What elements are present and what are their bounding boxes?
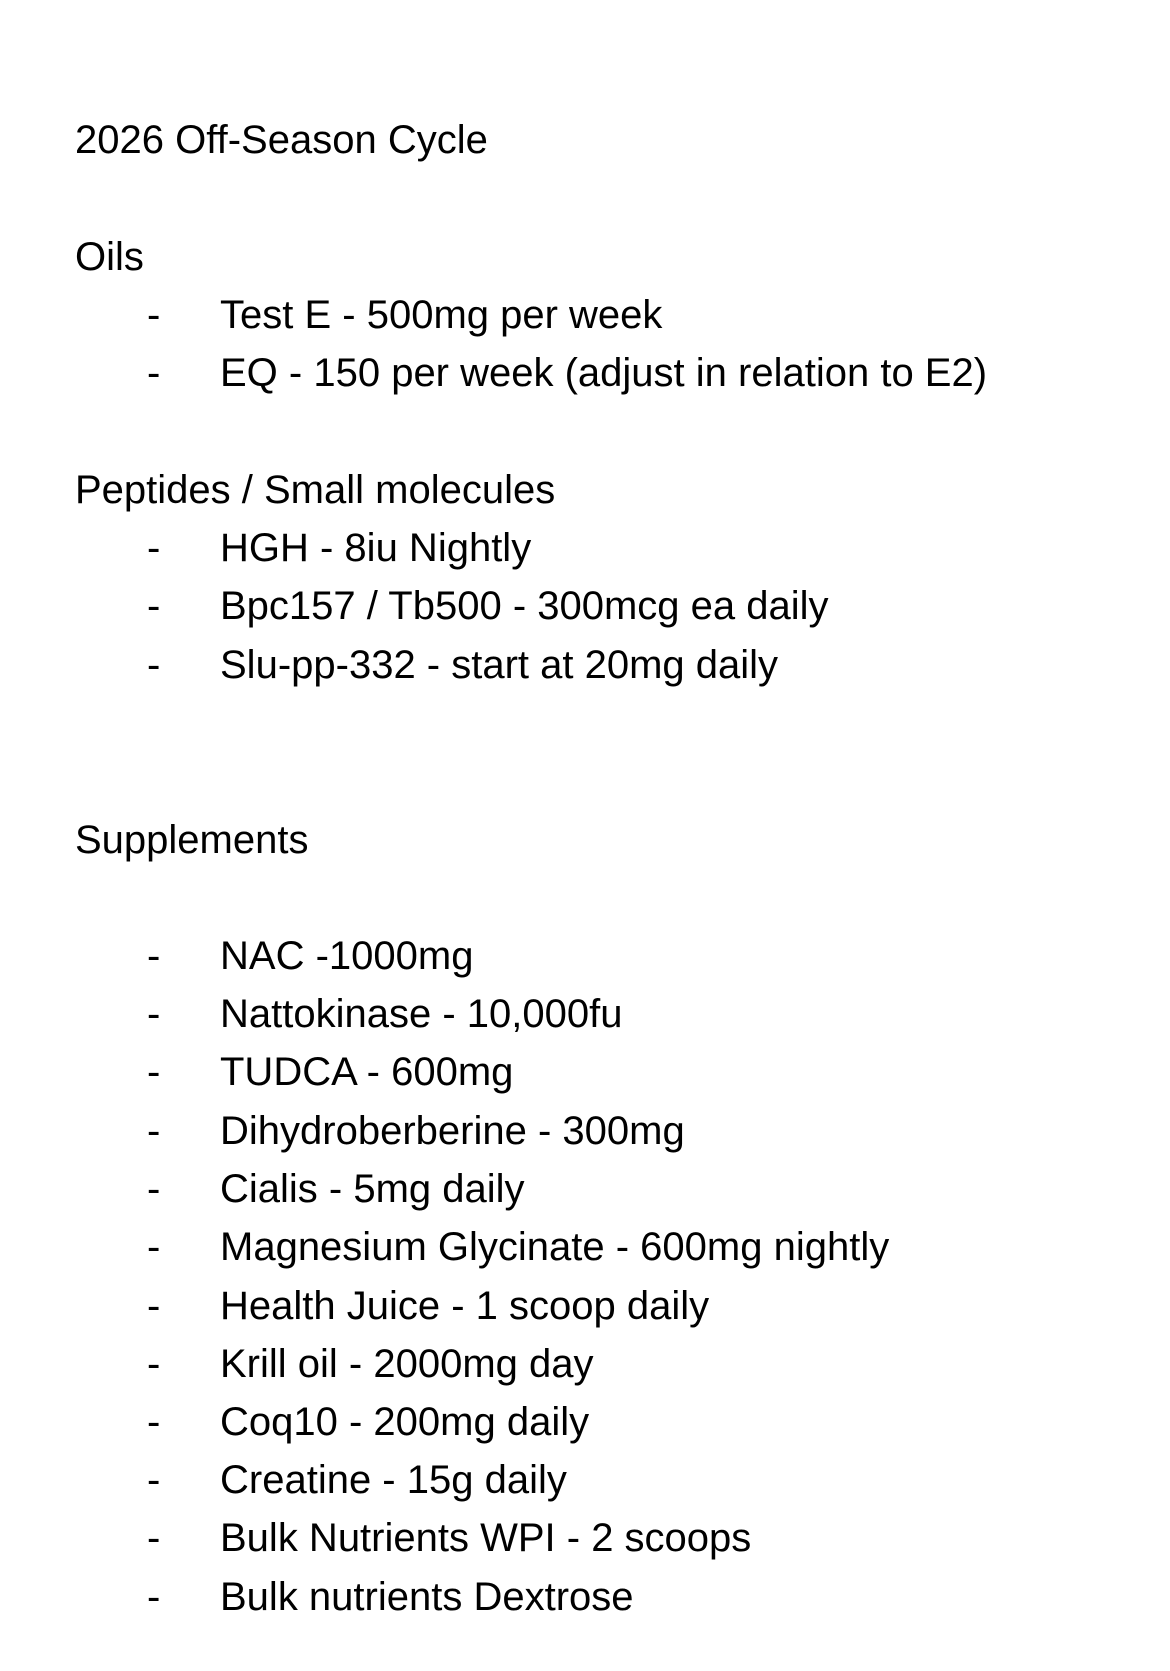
list-item xyxy=(0,641,1100,689)
list-item-text: Dihydroberberine - 300mg xyxy=(220,1109,685,1153)
list-item-text: Slu-pp-332 - start at 20mg daily xyxy=(220,643,779,687)
list-item-text: TUDCA - 600mg xyxy=(220,1050,514,1094)
list-item xyxy=(0,1165,1100,1213)
list-item-text: NAC -1000mg xyxy=(220,934,474,978)
list-item xyxy=(0,1514,1100,1562)
list-item-text: Creatine - 15g daily xyxy=(220,1458,567,1502)
list-item xyxy=(0,1223,1100,1271)
section-heading-supplements: Supplements xyxy=(75,818,309,862)
bullet-dash: - xyxy=(147,526,161,570)
bullet-dash: - xyxy=(147,1109,161,1153)
bullet-dash: - xyxy=(147,584,161,628)
bullet-dash: - xyxy=(147,351,161,395)
list-item xyxy=(0,1282,1100,1330)
bullet-dash: - xyxy=(147,992,161,1036)
bullet-dash: - xyxy=(147,293,161,337)
list-item xyxy=(0,1048,1100,1096)
bullet-dash: - xyxy=(147,1225,161,1269)
list-item xyxy=(0,1340,1100,1388)
bullet-dash: - xyxy=(147,1400,161,1444)
section-heading-oils: Oils xyxy=(75,235,144,279)
list-item-text: Cialis - 5mg daily xyxy=(220,1167,525,1211)
list-item-text: Magnesium Glycinate - 600mg nightly xyxy=(220,1225,890,1269)
list-item-text: Health Juice - 1 scoop daily xyxy=(220,1284,710,1328)
list-item xyxy=(0,1456,1100,1504)
list-item xyxy=(0,1573,1100,1621)
list-item-text: Krill oil - 2000mg day xyxy=(220,1342,594,1386)
bullet-dash: - xyxy=(147,643,161,687)
list-item xyxy=(0,524,1100,572)
list-item xyxy=(0,582,1100,630)
bullet-dash: - xyxy=(147,1167,161,1211)
list-item-text: Bulk Nutrients WPI - 2 scoops xyxy=(220,1516,752,1560)
list-item-text: Test E - 500mg per week xyxy=(220,293,663,337)
bullet-dash: - xyxy=(147,1284,161,1328)
list-item-text: Coq10 - 200mg daily xyxy=(220,1400,590,1444)
section-heading-peptides: Peptides / Small molecules xyxy=(75,468,556,512)
bullet-dash: - xyxy=(147,1575,161,1619)
list-item-text: HGH - 8iu Nightly xyxy=(220,526,532,570)
list-item xyxy=(0,1107,1100,1155)
list-item xyxy=(0,291,1100,339)
list-item-text: EQ - 150 per week (adjust in relation to E2) xyxy=(220,351,988,395)
bullet-dash: - xyxy=(147,1050,161,1094)
list-item-text: Bulk nutrients Dextrose xyxy=(220,1575,634,1619)
list-item-text: Bpc157 / Tb500 - 300mcg ea daily xyxy=(220,584,829,628)
list-item xyxy=(0,1398,1100,1446)
list-item-text: Nattokinase - 10,000fu xyxy=(220,992,623,1036)
bullet-dash: - xyxy=(147,1516,161,1560)
bullet-dash: - xyxy=(147,1342,161,1386)
list-item xyxy=(0,349,1100,397)
list-item xyxy=(0,932,1100,980)
document-title: 2026 Off-Season Cycle xyxy=(75,118,488,162)
bullet-dash: - xyxy=(147,934,161,978)
bullet-dash: - xyxy=(147,1458,161,1502)
list-item xyxy=(0,990,1100,1038)
